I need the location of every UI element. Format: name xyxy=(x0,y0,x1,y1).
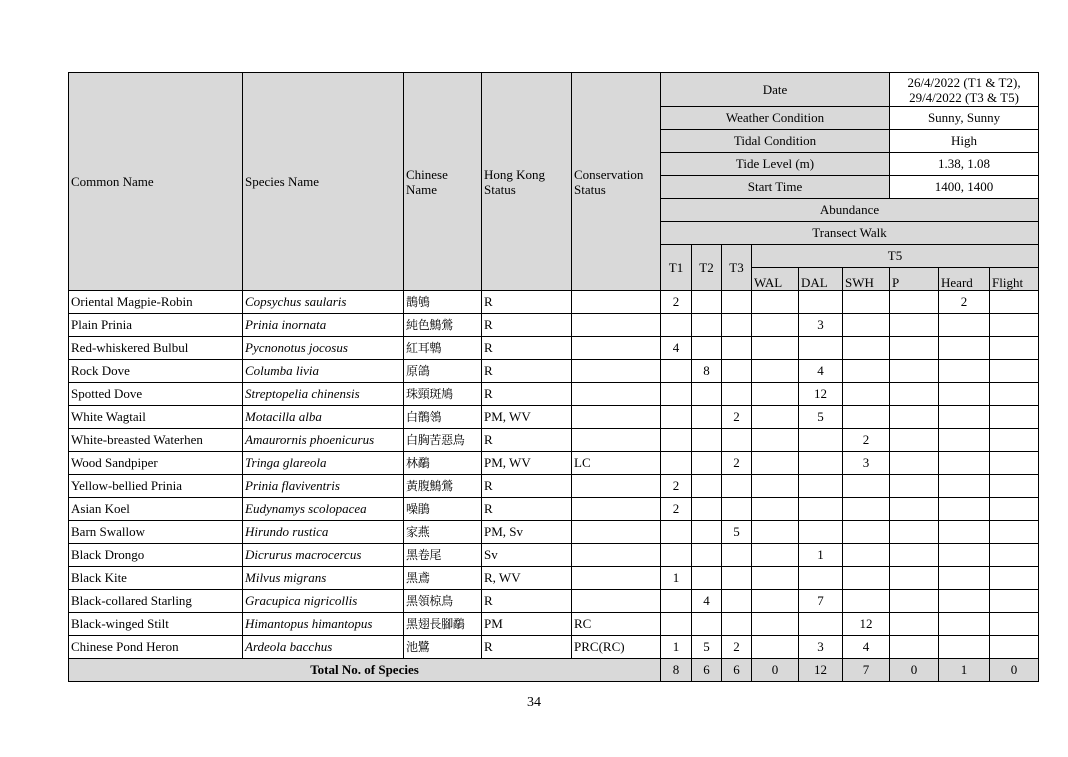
cell-flight xyxy=(990,544,1039,567)
cell-p xyxy=(890,291,939,314)
cell-t2 xyxy=(692,475,722,498)
start-time-value: 1400, 1400 xyxy=(890,176,1039,199)
cell-t2: 8 xyxy=(692,360,722,383)
cell-swh xyxy=(843,291,890,314)
cell-wal xyxy=(752,567,799,590)
cell-hk-status: R, WV xyxy=(482,567,572,590)
cell-wal xyxy=(752,429,799,452)
cell-p xyxy=(890,452,939,475)
cell-t3 xyxy=(722,337,752,360)
cell-t1 xyxy=(661,360,692,383)
cell-wal xyxy=(752,636,799,659)
header-hk-status: Hong Kong Status xyxy=(482,73,572,291)
cell-conservation-status xyxy=(572,429,661,452)
cell-flight xyxy=(990,314,1039,337)
cell-flight xyxy=(990,567,1039,590)
cell-t3 xyxy=(722,544,752,567)
cell-chinese-name: 白胸苦惡鳥 xyxy=(404,429,482,452)
cell-dal: 4 xyxy=(799,360,843,383)
cell-t2 xyxy=(692,314,722,337)
cell-hk-status: R xyxy=(482,429,572,452)
col-wal: WAL xyxy=(752,268,799,291)
col-t3: T3 xyxy=(722,245,752,291)
weather-label: Weather Condition xyxy=(661,107,890,130)
cell-hk-status: R xyxy=(482,337,572,360)
table-row xyxy=(69,314,1039,337)
cell-p xyxy=(890,406,939,429)
cell-wal xyxy=(752,360,799,383)
table-body xyxy=(69,291,1039,659)
cell-t2 xyxy=(692,613,722,636)
cell-conservation-status xyxy=(572,521,661,544)
cell-t3 xyxy=(722,360,752,383)
cell-swh xyxy=(843,383,890,406)
cell-conservation-status xyxy=(572,498,661,521)
cell-swh xyxy=(843,521,890,544)
cell-chinese-name: 黑領椋鳥 xyxy=(404,590,482,613)
cell-species-name: Columba livia xyxy=(243,360,404,383)
cell-conservation-status: RC xyxy=(572,613,661,636)
cell-heard xyxy=(939,498,990,521)
cell-t3: 2 xyxy=(722,636,752,659)
cell-heard xyxy=(939,383,990,406)
cell-swh xyxy=(843,590,890,613)
table-row xyxy=(69,636,1039,659)
cell-t2 xyxy=(692,383,722,406)
cell-dal: 7 xyxy=(799,590,843,613)
cell-heard xyxy=(939,590,990,613)
cell-wal xyxy=(752,291,799,314)
cell-t3: 2 xyxy=(722,406,752,429)
cell-dal xyxy=(799,429,843,452)
table-row xyxy=(69,567,1039,590)
cell-common-name: Black-winged Stilt xyxy=(69,613,243,636)
cell-wal xyxy=(752,452,799,475)
total-p: 0 xyxy=(890,659,939,682)
cell-t1: 2 xyxy=(661,291,692,314)
cell-t1 xyxy=(661,383,692,406)
cell-t1: 1 xyxy=(661,636,692,659)
cell-common-name: Chinese Pond Heron xyxy=(69,636,243,659)
cell-species-name: Dicrurus macrocercus xyxy=(243,544,404,567)
cell-dal xyxy=(799,521,843,544)
cell-t3 xyxy=(722,429,752,452)
cell-p xyxy=(890,567,939,590)
cell-heard xyxy=(939,567,990,590)
cell-species-name: Amaurornis phoenicurus xyxy=(243,429,404,452)
cell-t2 xyxy=(692,291,722,314)
cell-wal xyxy=(752,314,799,337)
cell-common-name: White-breasted Waterhen xyxy=(69,429,243,452)
cell-dal: 12 xyxy=(799,383,843,406)
cell-common-name: Spotted Dove xyxy=(69,383,243,406)
cell-swh xyxy=(843,337,890,360)
cell-common-name: White Wagtail xyxy=(69,406,243,429)
total-wal: 0 xyxy=(752,659,799,682)
cell-common-name: Barn Swallow xyxy=(69,521,243,544)
table-footer xyxy=(69,659,1039,682)
cell-t2 xyxy=(692,337,722,360)
cell-dal: 1 xyxy=(799,544,843,567)
cell-species-name: Prinia flaviventris xyxy=(243,475,404,498)
cell-common-name: Oriental Magpie-Robin xyxy=(69,291,243,314)
cell-p xyxy=(890,521,939,544)
cell-species-name: Eudynamys scolopacea xyxy=(243,498,404,521)
table-header xyxy=(69,73,1039,291)
cell-t1: 1 xyxy=(661,567,692,590)
col-heard: Heard xyxy=(939,268,990,291)
cell-conservation-status: PRC(RC) xyxy=(572,636,661,659)
start-time-label: Start Time xyxy=(661,176,890,199)
cell-p xyxy=(890,360,939,383)
cell-chinese-name: 黑鳶 xyxy=(404,567,482,590)
cell-t1 xyxy=(661,406,692,429)
cell-conservation-status xyxy=(572,337,661,360)
cell-conservation-status xyxy=(572,544,661,567)
cell-t3 xyxy=(722,590,752,613)
cell-swh xyxy=(843,406,890,429)
cell-flight xyxy=(990,360,1039,383)
cell-common-name: Plain Prinia xyxy=(69,314,243,337)
cell-t3 xyxy=(722,475,752,498)
cell-t2: 5 xyxy=(692,636,722,659)
col-t1: T1 xyxy=(661,245,692,291)
cell-t2 xyxy=(692,521,722,544)
cell-species-name: Copsychus saularis xyxy=(243,291,404,314)
cell-p xyxy=(890,475,939,498)
cell-p xyxy=(890,337,939,360)
cell-heard xyxy=(939,452,990,475)
cell-hk-status: R xyxy=(482,360,572,383)
cell-hk-status: R xyxy=(482,314,572,337)
cell-common-name: Black-collared Starling xyxy=(69,590,243,613)
cell-t3: 5 xyxy=(722,521,752,544)
cell-hk-status: Sv xyxy=(482,544,572,567)
header-species-name: Species Name xyxy=(243,73,404,291)
cell-dal xyxy=(799,567,843,590)
table-row xyxy=(69,452,1039,475)
cell-t2 xyxy=(692,567,722,590)
cell-chinese-name: 黃腹鷦鶯 xyxy=(404,475,482,498)
cell-species-name: Prinia inornata xyxy=(243,314,404,337)
cell-swh: 4 xyxy=(843,636,890,659)
cell-t3 xyxy=(722,383,752,406)
cell-wal xyxy=(752,406,799,429)
cell-chinese-name: 家燕 xyxy=(404,521,482,544)
cell-p xyxy=(890,590,939,613)
cell-chinese-name: 林鷸 xyxy=(404,452,482,475)
cell-t1 xyxy=(661,429,692,452)
cell-t1 xyxy=(661,452,692,475)
cell-chinese-name: 鵲鴝 xyxy=(404,291,482,314)
cell-hk-status: PM, WV xyxy=(482,406,572,429)
tide-level-label: Tide Level (m) xyxy=(661,153,890,176)
transect-walk-label: Transect Walk xyxy=(661,222,1039,245)
header-conservation-status: Conservation Status xyxy=(572,73,661,291)
cell-wal xyxy=(752,590,799,613)
page-number: 34 xyxy=(527,695,541,710)
cell-wal xyxy=(752,475,799,498)
weather-value: Sunny, Sunny xyxy=(890,107,1039,130)
cell-species-name: Ardeola bacchus xyxy=(243,636,404,659)
cell-hk-status: R xyxy=(482,498,572,521)
cell-chinese-name: 黑翅長腳鷸 xyxy=(404,613,482,636)
total-flight: 0 xyxy=(990,659,1039,682)
cell-swh xyxy=(843,475,890,498)
col-swh: SWH xyxy=(843,268,890,291)
cell-dal xyxy=(799,498,843,521)
cell-p xyxy=(890,498,939,521)
cell-dal xyxy=(799,452,843,475)
cell-hk-status: R xyxy=(482,291,572,314)
cell-p xyxy=(890,429,939,452)
cell-t1: 2 xyxy=(661,475,692,498)
table-row xyxy=(69,337,1039,360)
cell-t2 xyxy=(692,406,722,429)
cell-t1: 2 xyxy=(661,498,692,521)
cell-swh xyxy=(843,544,890,567)
cell-flight xyxy=(990,475,1039,498)
cell-wal xyxy=(752,498,799,521)
table-row xyxy=(69,521,1039,544)
cell-t3 xyxy=(722,567,752,590)
cell-common-name: Asian Koel xyxy=(69,498,243,521)
col-t2: T2 xyxy=(692,245,722,291)
table-row xyxy=(69,291,1039,314)
cell-t2 xyxy=(692,452,722,475)
cell-swh: 2 xyxy=(843,429,890,452)
cell-dal xyxy=(799,613,843,636)
cell-t1: 4 xyxy=(661,337,692,360)
table-row xyxy=(69,613,1039,636)
cell-heard xyxy=(939,360,990,383)
header-common-name: Common Name xyxy=(69,73,243,291)
cell-flight xyxy=(990,521,1039,544)
cell-heard xyxy=(939,337,990,360)
col-dal: DAL xyxy=(799,268,843,291)
cell-chinese-name: 黑卷尾 xyxy=(404,544,482,567)
cell-flight xyxy=(990,452,1039,475)
cell-hk-status: PM xyxy=(482,613,572,636)
cell-conservation-status: LC xyxy=(572,452,661,475)
cell-dal xyxy=(799,475,843,498)
cell-wal xyxy=(752,337,799,360)
cell-dal xyxy=(799,291,843,314)
cell-conservation-status xyxy=(572,314,661,337)
cell-wal xyxy=(752,521,799,544)
tidal-value: High xyxy=(890,130,1039,153)
cell-species-name: Pycnonotus jocosus xyxy=(243,337,404,360)
cell-heard xyxy=(939,406,990,429)
cell-p xyxy=(890,636,939,659)
cell-dal: 5 xyxy=(799,406,843,429)
cell-chinese-name: 原鴿 xyxy=(404,360,482,383)
cell-flight xyxy=(990,291,1039,314)
cell-swh: 3 xyxy=(843,452,890,475)
cell-species-name: Motacilla alba xyxy=(243,406,404,429)
total-dal: 12 xyxy=(799,659,843,682)
cell-heard xyxy=(939,314,990,337)
cell-swh xyxy=(843,360,890,383)
cell-common-name: Red-whiskered Bulbul xyxy=(69,337,243,360)
cell-swh xyxy=(843,314,890,337)
cell-t3 xyxy=(722,314,752,337)
cell-heard xyxy=(939,475,990,498)
date-value: 26/4/2022 (T1 & T2), 29/4/2022 (T3 & T5) xyxy=(890,73,1039,107)
cell-species-name: Tringa glareola xyxy=(243,452,404,475)
header-chinese-name: Chinese Name xyxy=(404,73,482,291)
cell-common-name: Wood Sandpiper xyxy=(69,452,243,475)
cell-heard xyxy=(939,429,990,452)
table-row xyxy=(69,590,1039,613)
cell-flight xyxy=(990,590,1039,613)
total-t1: 8 xyxy=(661,659,692,682)
t5-label: T5 xyxy=(752,245,1039,268)
table-row xyxy=(69,383,1039,406)
cell-t3 xyxy=(722,613,752,636)
cell-t2: 4 xyxy=(692,590,722,613)
cell-dal xyxy=(799,337,843,360)
tidal-label: Tidal Condition xyxy=(661,130,890,153)
cell-heard xyxy=(939,521,990,544)
table-row xyxy=(69,429,1039,452)
cell-chinese-name: 白鶺鴒 xyxy=(404,406,482,429)
cell-flight xyxy=(990,429,1039,452)
cell-conservation-status xyxy=(572,291,661,314)
table-row xyxy=(69,498,1039,521)
cell-conservation-status xyxy=(572,567,661,590)
cell-common-name: Yellow-bellied Prinia xyxy=(69,475,243,498)
cell-chinese-name: 純色鷦鶯 xyxy=(404,314,482,337)
col-p: P xyxy=(890,268,939,291)
total-label: Total No. of Species xyxy=(69,659,661,682)
cell-species-name: Hirundo rustica xyxy=(243,521,404,544)
cell-p xyxy=(890,544,939,567)
cell-conservation-status xyxy=(572,406,661,429)
cell-t1 xyxy=(661,521,692,544)
cell-dal: 3 xyxy=(799,636,843,659)
cell-flight xyxy=(990,613,1039,636)
cell-flight xyxy=(990,406,1039,429)
cell-species-name: Himantopus himantopus xyxy=(243,613,404,636)
cell-t2 xyxy=(692,544,722,567)
cell-t2 xyxy=(692,498,722,521)
cell-t3 xyxy=(722,291,752,314)
cell-t1 xyxy=(661,314,692,337)
cell-conservation-status xyxy=(572,475,661,498)
col-flight: Flight xyxy=(990,268,1039,291)
cell-dal: 3 xyxy=(799,314,843,337)
cell-t1 xyxy=(661,590,692,613)
date-label: Date xyxy=(661,73,890,107)
table-row xyxy=(69,406,1039,429)
cell-common-name: Black Kite xyxy=(69,567,243,590)
cell-t1 xyxy=(661,544,692,567)
cell-species-name: Streptopelia chinensis xyxy=(243,383,404,406)
table-row xyxy=(69,360,1039,383)
cell-chinese-name: 珠頸斑鳩 xyxy=(404,383,482,406)
cell-hk-status: R xyxy=(482,636,572,659)
cell-hk-status: R xyxy=(482,590,572,613)
cell-t3 xyxy=(722,498,752,521)
cell-hk-status: PM, WV xyxy=(482,452,572,475)
cell-flight xyxy=(990,383,1039,406)
cell-swh xyxy=(843,567,890,590)
cell-heard xyxy=(939,544,990,567)
cell-common-name: Rock Dove xyxy=(69,360,243,383)
cell-flight xyxy=(990,636,1039,659)
cell-hk-status: PM, Sv xyxy=(482,521,572,544)
table-row xyxy=(69,475,1039,498)
species-survey-table xyxy=(68,72,1039,682)
cell-t2 xyxy=(692,429,722,452)
cell-p xyxy=(890,383,939,406)
cell-conservation-status xyxy=(572,383,661,406)
cell-species-name: Gracupica nigricollis xyxy=(243,590,404,613)
table-row xyxy=(69,544,1039,567)
cell-hk-status: R xyxy=(482,383,572,406)
cell-p xyxy=(890,613,939,636)
cell-t3: 2 xyxy=(722,452,752,475)
cell-flight xyxy=(990,498,1039,521)
cell-t1 xyxy=(661,613,692,636)
cell-wal xyxy=(752,544,799,567)
cell-common-name: Black Drongo xyxy=(69,544,243,567)
cell-chinese-name: 噪鵑 xyxy=(404,498,482,521)
tide-level-value: 1.38, 1.08 xyxy=(890,153,1039,176)
cell-wal xyxy=(752,383,799,406)
cell-chinese-name: 紅耳鵯 xyxy=(404,337,482,360)
cell-conservation-status xyxy=(572,590,661,613)
cell-conservation-status xyxy=(572,360,661,383)
total-heard: 1 xyxy=(939,659,990,682)
cell-swh: 12 xyxy=(843,613,890,636)
cell-wal xyxy=(752,613,799,636)
total-t2: 6 xyxy=(692,659,722,682)
cell-p xyxy=(890,314,939,337)
cell-heard xyxy=(939,636,990,659)
cell-flight xyxy=(990,337,1039,360)
cell-swh xyxy=(843,498,890,521)
cell-heard xyxy=(939,613,990,636)
cell-heard: 2 xyxy=(939,291,990,314)
total-swh: 7 xyxy=(843,659,890,682)
total-t3: 6 xyxy=(722,659,752,682)
cell-chinese-name: 池鷺 xyxy=(404,636,482,659)
abundance-label: Abundance xyxy=(661,199,1039,222)
cell-species-name: Milvus migrans xyxy=(243,567,404,590)
cell-hk-status: R xyxy=(482,475,572,498)
